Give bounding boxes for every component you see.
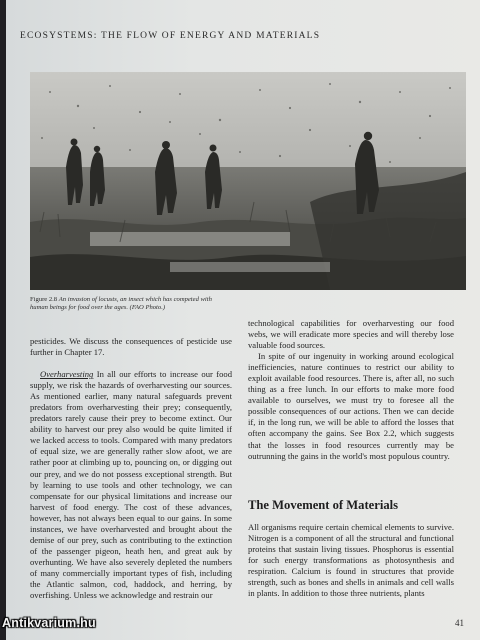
watermark: Antikvarium.hu — [2, 616, 96, 630]
figure-caption — [30, 296, 230, 313]
left-paragraph-1: pesticides. We discuss the consequences of pesticide use further in Chapter 17. — [30, 336, 232, 358]
book-page — [6, 0, 480, 640]
overharvesting-runin-heading: Overharvesting — [40, 369, 94, 380]
locust-photo — [30, 72, 466, 290]
right-paragraph-1: technological capabilities for overharvesting our food webs, we will eradicate more species and will thereby lose valuable food sources. — [248, 318, 454, 351]
right-column-lower — [248, 522, 454, 599]
right-paragraph-3: All organisms require certain chemical elements to survive. Nitrogen is a component of all the structural and functional proteins that sustain living tissues. Phosphorus is essential for such energy transformations as photosynthesis and respiration. Calcium is found in structures that provide strength, such as bones and shells in animals and cell walls in plants. In addition to those three nutrients, plants — [248, 522, 454, 599]
left-column — [30, 336, 232, 601]
right-paragraph-2: In spite of our ingenuity in working around ecological inefficiencies, nature continues to restrict our ability to exploit available food resources. There is, after all, no such thing as a free lunch. In our efforts to make more food available to ourselves, we must try to foresee all the possible consequences of our actions. Then we can decide if, in the long run, we will be able to afford the losses that often accompany the gains. See Box 2.2, which suggests that the losses in food resources currently may be outrunning the gains in the world's most populous country. — [248, 351, 454, 461]
section-heading: The Movement of Materials — [248, 498, 399, 512]
left-paragraph-2-text: In all our efforts to increase our food supply, we risk the hazards of overharvesting our sources. As mentioned earlier, many natural safeguards prevent predators from overharvesting their prey; consequently, predators rarely cause their prey to become extinct. Our ability to harvest our prey also would be quite limited if we lacked access to tools. Compared with many predators of equal size, we are generally rather slow afoot, we are rather poor at climbing up to, pouncing on, or digging out our prey, and we do not possess exceptional strength. But by learning to use tools and other technology, we can compensate for our physical limitations and increase our harvest of food energy. The cost of these advances, however, has not always been equal to our gains. In some instances, we have overharvested and brought about the demise of our prey, such as contributing to the extinction of the passenger pigeon, heath hen, and great auk by overhunting. We have also severely depleted the numbers of many commercially important types of fish, including the Atlantic salmon, cod, haddock, and herring, by overfishing. Unless we acknowledge and restrain our — [30, 369, 232, 601]
figure-caption-text: An invasion of locusts, an insect which has competed with human beings for food over the ages. (FAO Photo.) — [30, 296, 212, 312]
left-paragraph-2 — [30, 369, 232, 601]
figure-number: Figure 2.8 — [30, 296, 58, 303]
page-number: 41 — [455, 618, 464, 628]
running-head: ECOSYSTEMS: THE FLOW OF ENERGY AND MATERIALS — [20, 31, 321, 41]
right-column — [248, 318, 454, 462]
